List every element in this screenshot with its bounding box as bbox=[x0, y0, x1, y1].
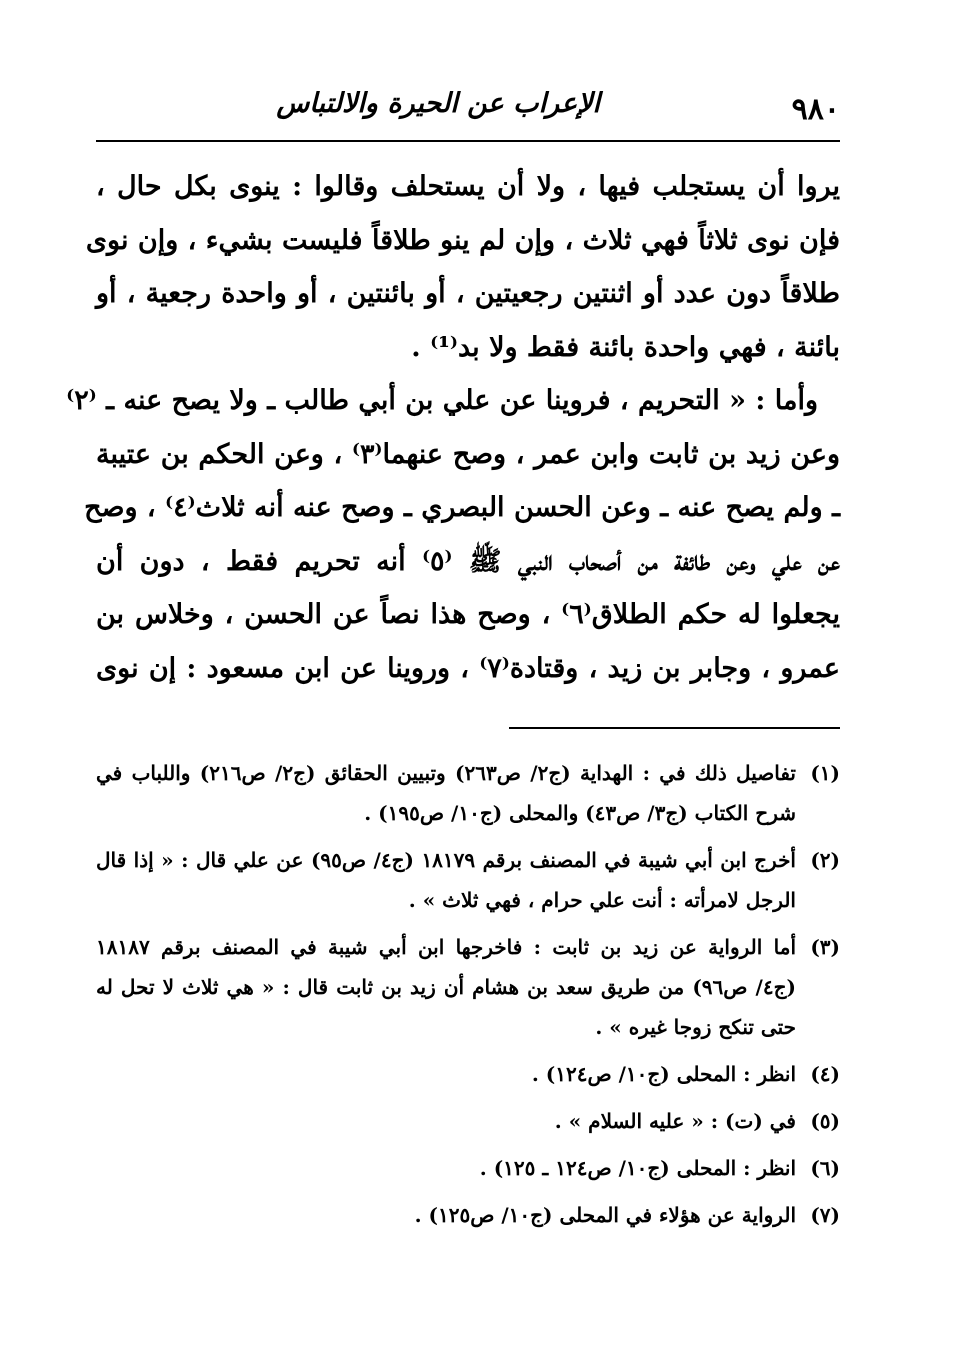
text-line: وعن زيد بن ثابت وابن عمر ، وصح عنهما⁽٣⁾ ، وعن الحكم بن عتيبة bbox=[96, 438, 840, 470]
running-title: الإعراب عن الحيرة والالتباس bbox=[276, 88, 600, 119]
footnote-5 bbox=[96, 1101, 840, 1141]
footnote-line: انظر : المحلى (ج١٠/ ص١٢٤ ـ ١٢٥) . bbox=[479, 1156, 796, 1180]
footnote-line: انظر : المحلى (ج١٠/ ص١٢٤) . bbox=[531, 1062, 796, 1086]
text-line: بائنة ، فهي واحدة بائنة فقط ولا بد⁽¹⁾ . bbox=[411, 331, 840, 363]
text-line: ـ ولم يصح عنه ـ وعن الحسن البصري ـ وصح عنه أنه ثلاث⁽٤⁾ ، وصح bbox=[84, 492, 840, 523]
footnote-line: الرواية عن هؤلاء في المحلى (ج١٠/ ص١٢٥) . bbox=[414, 1203, 796, 1227]
page-number: ٩٨٠ bbox=[791, 92, 840, 127]
footnote-number: (٥) bbox=[810, 1109, 840, 1133]
footnote-line: أما الرواية عن زيد بن ثابت : فاخرجها ابن أبي شيبة في المصنف برقم ١٨١٨٧ bbox=[96, 935, 796, 959]
footnote-number: (٧) bbox=[810, 1203, 840, 1227]
text-line: يروا أن يستجلب فيها ، ولا أن يستحلف وقالوا : ينوى بكل حال ، bbox=[96, 171, 840, 202]
main-text bbox=[66, 160, 840, 695]
footnote-text bbox=[96, 1148, 796, 1188]
footnote-line: تفاصيل ذلك في : الهداية (ج٢/ ص٢٦٣) وتبيين الحقائق (ج٢/ ص٢١٦) واللباب في bbox=[96, 761, 796, 785]
footnote-number: (٤) bbox=[810, 1062, 840, 1086]
paragraph-2 bbox=[66, 374, 840, 695]
footnotes bbox=[96, 753, 840, 1242]
text-line: فإن نوى ثلاثاً فهي ثلاث ، وإن لم ينو طلاقاً فليست بشيء ، وإن نوى bbox=[85, 224, 840, 256]
footnote-text bbox=[96, 1054, 796, 1094]
footnote-divider bbox=[509, 727, 840, 729]
footnote-number: (١) bbox=[810, 761, 840, 785]
text-line: عمرو ، وجابر بن زيد ، وقتادة⁽٧⁾ ، وروينا عن ابن مسعود : إن نوى bbox=[96, 652, 840, 684]
text-line: وأما : « التحريم ، فروينا عن علي بن أبي طالب ـ ولا يصح عنه ـ ⁽٢⁾ bbox=[66, 385, 818, 416]
footnote-text bbox=[96, 1101, 796, 1141]
footnote-4 bbox=[96, 1054, 840, 1094]
footnote-2 bbox=[96, 840, 840, 920]
text-line: يجعلوا له حكم الطلاق⁽٦⁾ ، وصح هذا نصاً عن الحسن ، وخلاس بن bbox=[96, 599, 840, 630]
footnote-1 bbox=[96, 753, 840, 833]
footnote-text bbox=[96, 840, 796, 920]
footnote-line: (ج٤/ ص٩٦) من طريق سعد بن هشام أن زيد بن ثابت قال : « هي ثلاث لا تحل له bbox=[96, 975, 796, 999]
footnote-7 bbox=[96, 1195, 840, 1235]
footnote-line: الرجل لامرأته : أنت علي حرام ، فهي ثلاث » . bbox=[408, 888, 796, 912]
footnote-text bbox=[96, 753, 796, 833]
footnote-3 bbox=[96, 927, 840, 1047]
page-header bbox=[96, 88, 840, 134]
footnote-text bbox=[96, 927, 796, 1047]
text-line: طلاقاً دون عدد أو اثنتين رجعيتين ، أو بائنتين ، أو واحدة رجعية ، أو bbox=[96, 278, 840, 309]
footnote-6 bbox=[96, 1148, 840, 1188]
footnote-line: شرح الكتاب (ج٣/ ص٤٣) والمحلى (ج١٠/ ص١٩٥) . bbox=[364, 801, 796, 825]
footnote-line: حتى تنكح زوجا غيره » . bbox=[595, 1015, 796, 1039]
footnote-text bbox=[96, 1195, 796, 1235]
header-divider bbox=[96, 140, 840, 142]
paragraph-1 bbox=[85, 160, 840, 374]
footnote-line: أخرج ابن أبي شيبة في المصنف برقم ١٨١٧٩ (ج٤/ ص٩٥) عن علي قال : « إذا قال bbox=[96, 848, 796, 872]
footnote-number: (٢) bbox=[810, 848, 840, 872]
footnote-line: في (ت) : « عليه السلام » . bbox=[554, 1109, 796, 1133]
text-line: عن علي وعن طائفة من أصحاب النبي ﷺ ⁽٥⁾ أنه تحريم فقط ، دون أن bbox=[96, 545, 840, 577]
footnote-number: (٣) bbox=[810, 935, 840, 959]
footnote-number: (٦) bbox=[810, 1156, 840, 1180]
